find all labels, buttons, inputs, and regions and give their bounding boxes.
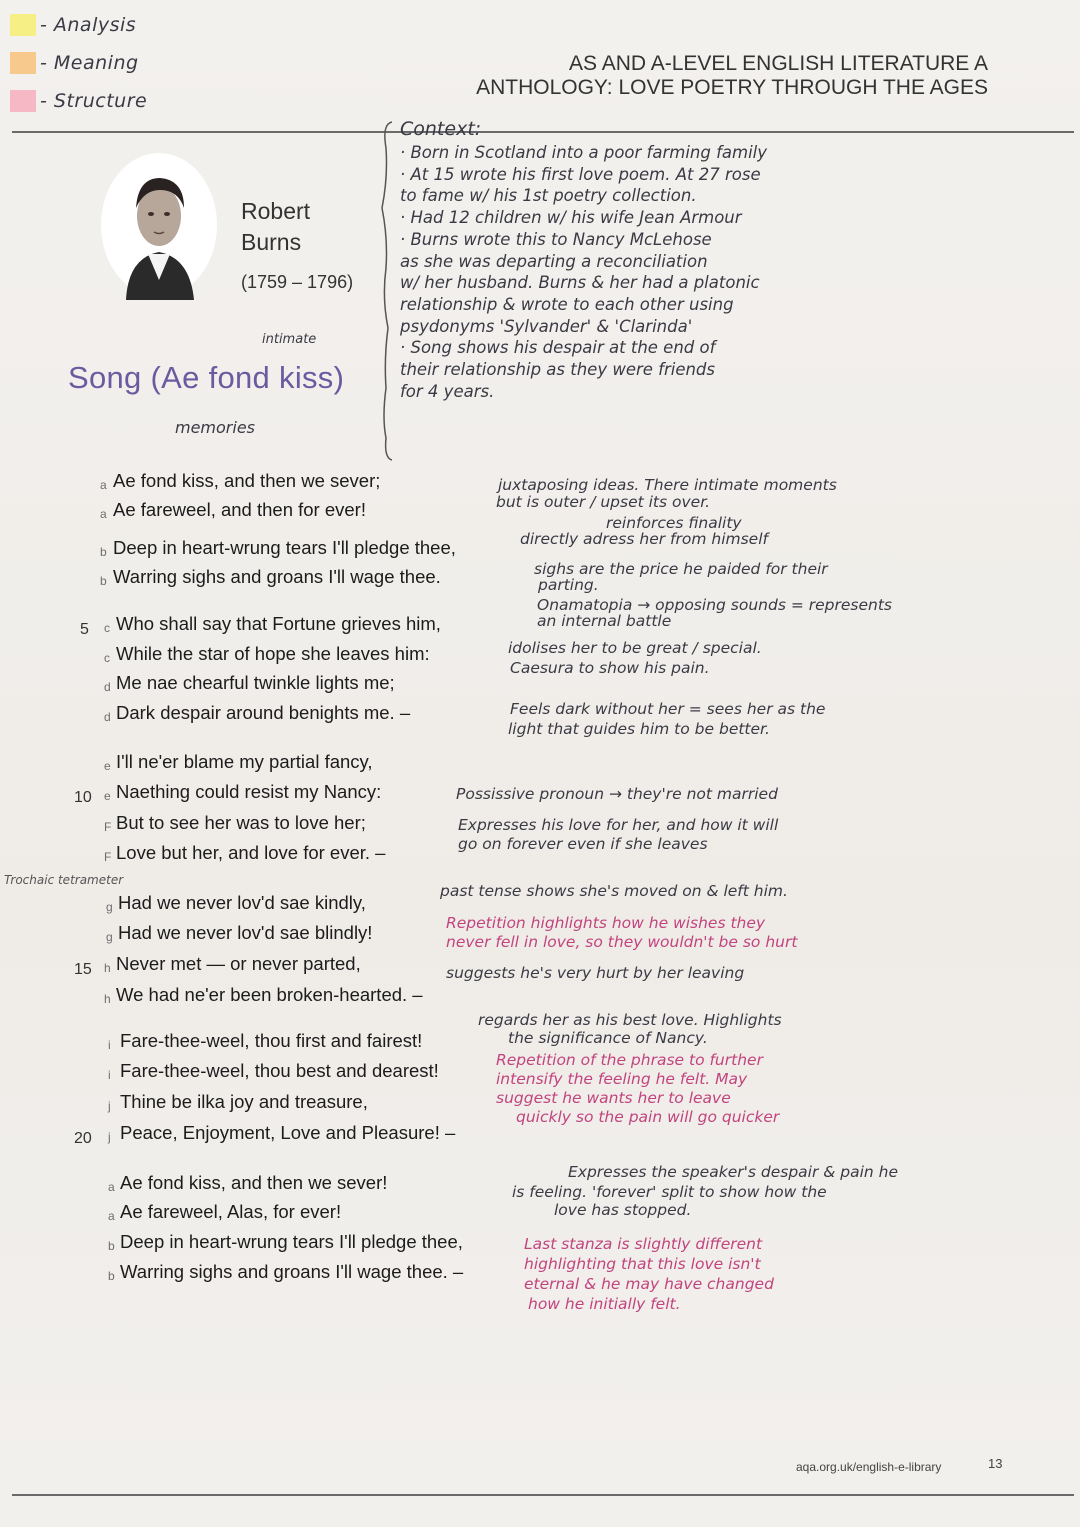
context-line: for 4 years. [400, 381, 495, 401]
annotation: love has stopped. [554, 1201, 692, 1219]
poem-line: Had we never lov'd sae blindly! [118, 922, 373, 943]
annotation: reinforces finality [606, 514, 742, 532]
poem-title: Song (Ae fond kiss) [68, 360, 345, 395]
annotation: Repetition of the phrase to further [496, 1051, 763, 1069]
rhyme-mark: c [104, 651, 110, 665]
poem-line: We had ne'er been broken-hearted. – [116, 984, 423, 1005]
context-line: to fame w/ his 1st poetry collection. [400, 186, 697, 206]
context-line: relationship & wrote to each other using [400, 294, 734, 314]
rhyme-mark: a [108, 1180, 115, 1194]
legend-label: - Meaning [40, 52, 139, 74]
highlight-legend [10, 6, 147, 120]
context-line: · Burns wrote this to Nancy McLehose [400, 229, 712, 249]
annotation: how he initially felt. [528, 1295, 681, 1313]
page-number: 13 [988, 1456, 1003, 1471]
poem-line: Deep in heart-wrung tears I'll pledge thee, [120, 1231, 463, 1252]
poem-line: Dark despair around benights me. – [116, 702, 411, 723]
poem-line: Never met — or never parted, [116, 953, 361, 974]
footer-url: aqa.org.uk/english-e-library [796, 1460, 942, 1474]
poem-line: Ae fond kiss, and then we sever! [120, 1172, 388, 1193]
context-line: · At 15 wrote his first love poem. At 27 rose [400, 164, 761, 184]
poem-line: Fare-thee-weel, thou best and dearest! [120, 1060, 439, 1081]
poem-line: While the star of hope she leaves him: [116, 643, 430, 664]
line-number: 20 [74, 1130, 92, 1147]
context-heading: Context: [400, 118, 482, 140]
poem-line: Peace, Enjoyment, Love and Pleasure! – [120, 1122, 456, 1143]
title-note-memories: memories [175, 418, 256, 437]
poet-dates: (1759 – 1796) [241, 272, 354, 292]
poem-line: Naething could resist my Nancy: [116, 781, 382, 802]
annotation: but is outer / upset its over. [496, 493, 711, 511]
context-line: · Had 12 children w/ his wife Jean Armour [400, 208, 742, 228]
poet-portrait [98, 150, 220, 300]
annotation: Last stanza is slightly different [524, 1235, 763, 1253]
annotation: Expresses his love for her, and how it will [458, 816, 779, 834]
line-number: 15 [74, 961, 92, 978]
poet-name [241, 196, 310, 258]
poem-line: Who shall say that Fortune grieves him, [116, 613, 441, 634]
rhyme-mark: a [100, 478, 107, 492]
left-margin-note: Trochaic tetrameter [4, 873, 124, 887]
legend-item-meaning [10, 44, 147, 82]
rhyme-mark: i [108, 1068, 111, 1082]
rhyme-mark: h [104, 992, 111, 1006]
context-line: · Born in Scotland into a poor farming family [400, 143, 768, 162]
swatch-pink [10, 90, 36, 112]
poem-line: Me nae chearful twinkle lights me; [116, 672, 395, 693]
context-line: · Song shows his despair at the end of [400, 338, 716, 358]
poem-line: I'll ne'er blame my partial fancy, [116, 751, 373, 772]
legend-label: - Structure [40, 90, 148, 112]
rhyme-mark: b [108, 1239, 115, 1253]
line-number: 10 [74, 789, 92, 806]
rhyme-mark: e [104, 789, 111, 803]
rhyme-mark: a [100, 507, 107, 521]
poem-line: Ae fond kiss, and then we sever; [113, 470, 381, 491]
annotation: eternal & he may have changed [524, 1275, 774, 1293]
legend-label: - Analysis [40, 14, 137, 36]
poem-line: Warring sighs and groans I'll wage thee. [113, 566, 441, 587]
annotation: sighs are the price he paided for their [534, 560, 828, 578]
annotation: highlighting that this love isn't [524, 1255, 761, 1273]
annotation: the significance of Nancy. [508, 1029, 708, 1047]
rhyme-mark: d [104, 680, 111, 694]
rhyme-mark: b [100, 545, 107, 559]
poem-line: Thine be ilka joy and treasure, [120, 1091, 368, 1112]
context-line: as she was departing a reconciliation [400, 251, 708, 271]
annotation: suggest he wants her to leave [496, 1089, 731, 1107]
rhyme-mark: c [104, 621, 110, 635]
rhyme-mark: g [106, 930, 113, 944]
annotation: intensify the feeling he felt. May [496, 1070, 748, 1088]
legend-item-structure [10, 82, 147, 120]
annotation: juxtaposing ideas. There intimate moments [498, 476, 837, 494]
annotation: quickly so the pain will go quicker [516, 1108, 780, 1126]
context-notes [400, 118, 1060, 402]
poem-line: Had we never lov'd sae kindly, [118, 892, 366, 913]
annotation: Possissive pronoun → they're not married [456, 785, 778, 803]
rhyme-mark: b [108, 1269, 115, 1283]
context-line: w/ her husband. Burns & her had a platonic [400, 273, 760, 293]
annotation: idolises her to be great / special. [508, 639, 762, 657]
context-line: their relationship as they were friends [400, 360, 716, 380]
swatch-orange [10, 52, 36, 74]
annotation: an internal battle [537, 612, 672, 630]
context-line: psydonyms 'Sylvander' & 'Clarinda' [400, 316, 693, 336]
poem-line: Ae fareweel, and then for ever! [113, 499, 366, 520]
rhyme-mark: i [108, 1038, 111, 1052]
legend-item-analysis [10, 6, 147, 44]
annotation: Repetition highlights how he wishes they [446, 914, 766, 932]
annotation: Onamatopia → opposing sounds = represents [537, 596, 892, 614]
rhyme-mark: j [108, 1099, 111, 1113]
line-number: 5 [80, 621, 89, 638]
poem-line: But to see her was to love her; [116, 812, 366, 833]
header-line-1: AS AND A-LEVEL ENGLISH LITERATURE A [569, 52, 988, 75]
rhyme-mark: h [104, 961, 111, 975]
poem-line: Fare-thee-weel, thou first and fairest! [120, 1030, 423, 1051]
poem-line: Ae fareweel, Alas, for ever! [120, 1201, 342, 1222]
annotation: directly adress her from himself [520, 530, 768, 548]
rhyme-mark: a [108, 1209, 115, 1223]
rhyme-mark: F [104, 850, 112, 864]
annotation: Expresses the speaker's despair & pain he [568, 1163, 899, 1181]
annotation: past tense shows she's moved on & left him. [440, 882, 788, 900]
annotation: Caesura to show his pain. [510, 659, 710, 677]
annotation: suggests he's very hurt by her leaving [446, 964, 745, 982]
poem-line: Warring sighs and groans I'll wage thee. – [120, 1261, 464, 1282]
poem-line: Love but her, and love for ever. – [116, 842, 386, 863]
annotation: never fell in love, so they wouldn't be so hurt [446, 933, 798, 951]
rhyme-mark: F [104, 820, 112, 834]
poet-last-name: Burns [241, 229, 302, 255]
annotation: Feels dark without her = sees her as the [510, 700, 826, 718]
annotation: parting. [538, 576, 599, 594]
annotation: regards her as his best love. Highlights [478, 1011, 782, 1029]
swatch-yellow [10, 14, 36, 36]
rhyme-mark: e [104, 759, 111, 773]
rhyme-mark: b [100, 574, 107, 588]
page-header [476, 52, 988, 100]
annotation: is feeling. 'forever' split to show how the [512, 1183, 827, 1201]
rhyme-mark: g [106, 900, 113, 914]
title-note-intimate: intimate [262, 332, 317, 347]
rhyme-mark: d [104, 710, 111, 724]
context-brace [380, 118, 394, 463]
header-line-2: ANTHOLOGY: LOVE POETRY THROUGH THE AGES [476, 76, 988, 99]
rhyme-mark: j [108, 1130, 111, 1144]
footer-rule [12, 1494, 1074, 1496]
annotation: light that guides him to be better. [508, 720, 770, 738]
poet-first-name: Robert [241, 198, 311, 224]
poem-line: Deep in heart-wrung tears I'll pledge thee, [113, 537, 456, 558]
annotation: go on forever even if she leaves [458, 835, 708, 853]
